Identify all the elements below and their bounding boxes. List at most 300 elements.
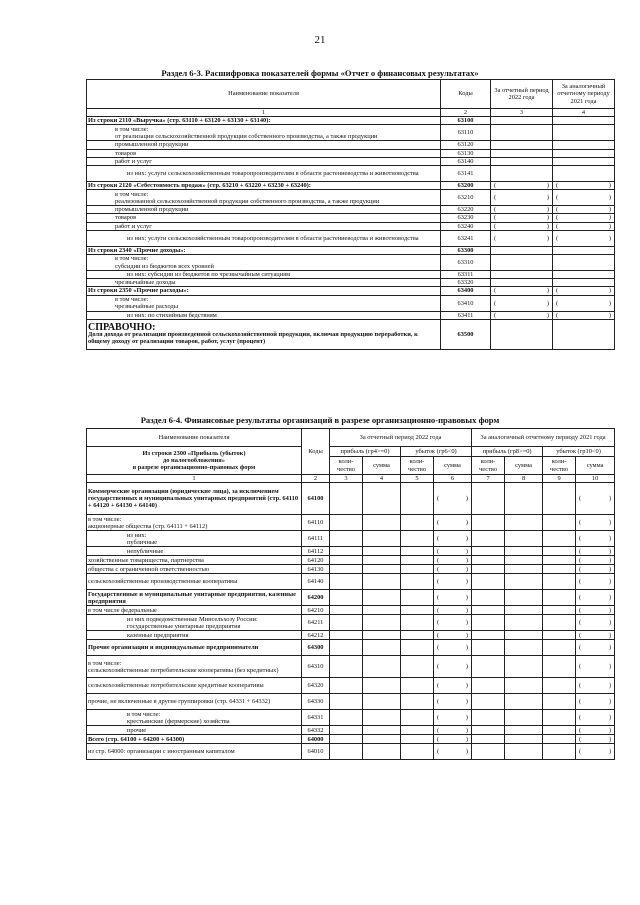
value-cell (553, 214, 615, 222)
row-code: 64120 (302, 556, 330, 565)
value-cell (553, 190, 615, 206)
value-cell (543, 678, 576, 694)
row-label: Прочие организации и индивидуальные предприниматели (87, 640, 302, 656)
value-cell (553, 255, 615, 271)
column-number: 8 (505, 475, 543, 483)
value-cell (543, 735, 576, 744)
row-label: в том числе федеральные (87, 606, 302, 615)
row-label: из них: субсидии из бюджетов по чрезвычайным ситуациям (87, 271, 441, 279)
value-cell (553, 166, 615, 182)
row-label: в том числе: чрезвычайные расходы (87, 295, 441, 311)
value-cell (491, 166, 553, 182)
row-code: 64210 (302, 606, 330, 615)
value-cell (576, 694, 615, 710)
table-row (87, 206, 615, 214)
row-label: товаров (87, 149, 441, 157)
value-cell (543, 483, 576, 515)
row-code: 63311 (441, 271, 491, 279)
value-cell (576, 640, 615, 656)
value-cell (543, 574, 576, 590)
value-cell (505, 726, 543, 735)
value-cell (434, 565, 472, 574)
table-row (87, 656, 615, 678)
table-row (87, 157, 615, 165)
table-row (87, 615, 615, 631)
value-cell (472, 694, 505, 710)
note-text: Доля дохода от реализации произведенной сельскохозяйственной продукции, включая продукцию переработки, к общему доходу от реализации товаров, работ, услуг (процент) (88, 330, 418, 345)
parentheses: ( ) (437, 578, 469, 586)
value-cell (505, 694, 543, 710)
value-cell (401, 531, 434, 547)
row-label: промышленной продукции (87, 141, 441, 149)
header-quantity: коли- чество (330, 457, 363, 475)
value-cell (363, 515, 401, 531)
row-code: 64140 (302, 574, 330, 590)
parentheses: ( ) (579, 594, 612, 602)
value-cell (505, 531, 543, 547)
row-label: из них подведомственные Минсельхозу России: государственные унитарные предприятия (87, 615, 302, 631)
value-cell (472, 565, 505, 574)
row-code: 63310 (441, 255, 491, 271)
parentheses: ( ) (579, 663, 612, 671)
table-row (87, 590, 615, 606)
value-cell (543, 615, 576, 631)
row-label: Из строки 2110 «Выручка» (стр. 63110 + 63120 + 63130 + 63140): (87, 117, 441, 125)
value-cell (472, 531, 505, 547)
value-cell (330, 565, 363, 574)
parentheses: ( ) (437, 735, 469, 743)
value-cell (505, 483, 543, 515)
value-cell (553, 271, 615, 279)
table-row (87, 726, 615, 735)
value-cell (401, 565, 434, 574)
row-label: Коммерческие организации (юридические лица), за исключением государственных и муниципальных унитарных предприятий (стр. 64110 + 64120 + 64130 + 64140) (87, 483, 302, 515)
parentheses: ( ) (437, 565, 469, 573)
parentheses: ( ) (494, 206, 549, 214)
parentheses: ( ) (579, 644, 612, 652)
parentheses: ( ) (579, 606, 612, 614)
value-cell (491, 206, 553, 214)
header-profit-previous: прибыль (гр8>=0) (472, 447, 543, 457)
row-label: работ и услуг (87, 222, 441, 230)
row-label: из них: публичные (87, 531, 302, 547)
value-cell (543, 631, 576, 640)
row-code: 64100 (302, 483, 330, 515)
value-cell (543, 590, 576, 606)
header-quantity: коли- чество (401, 457, 434, 475)
value-cell (491, 230, 553, 246)
parentheses: ( ) (579, 726, 612, 734)
value-cell (505, 640, 543, 656)
row-code: 64200 (302, 590, 330, 606)
table-row (87, 606, 615, 615)
value-cell (434, 640, 472, 656)
table-row (87, 255, 615, 271)
note-row (87, 319, 615, 349)
value-cell (491, 279, 553, 287)
parentheses: ( ) (437, 726, 469, 734)
parentheses: ( ) (579, 565, 612, 573)
value-cell (505, 631, 543, 640)
row-code: 63140 (441, 157, 491, 165)
value-cell (434, 726, 472, 735)
value-cell (330, 615, 363, 631)
row-label: в том числе: акционерные общества (стр. 64111 + 64112) (87, 515, 302, 531)
column-number: 4 (363, 475, 401, 483)
parentheses: ( ) (494, 299, 549, 307)
parentheses: ( ) (579, 547, 612, 555)
parentheses: ( ) (494, 311, 549, 319)
value-cell (491, 157, 553, 165)
parentheses: ( ) (556, 234, 611, 242)
value-cell (363, 615, 401, 631)
column-number: 9 (543, 475, 576, 483)
row-label: в том числе: сельскохозяйственные потребительские кооперативы (без кредитных) (87, 656, 302, 678)
row-code: 63110 (441, 125, 491, 141)
value-cell (505, 547, 543, 556)
value-cell (553, 149, 615, 157)
row-label: прочие (87, 726, 302, 735)
header-sum: сумма (363, 457, 401, 475)
value-cell (491, 255, 553, 271)
value-cell (491, 117, 553, 125)
header-name: Наименование показателя (87, 80, 441, 109)
value-cell (330, 726, 363, 735)
table-row (87, 565, 615, 574)
value-cell (472, 735, 505, 744)
row-code: 63500 (441, 319, 491, 349)
table-row (87, 190, 615, 206)
page-number: 21 (314, 34, 326, 46)
parentheses: ( ) (437, 535, 469, 543)
row-label: товаров (87, 214, 441, 222)
row-label: хозяйственные товарищества, партнерства (87, 556, 302, 565)
table-row (87, 182, 615, 190)
value-cell (472, 726, 505, 735)
value-cell (363, 574, 401, 590)
parentheses: ( ) (556, 287, 611, 295)
row-code: 63320 (441, 279, 491, 287)
value-cell (434, 606, 472, 615)
table-row (87, 631, 615, 640)
value-cell (363, 726, 401, 735)
value-cell (576, 744, 615, 760)
header-codes: Коды (441, 80, 491, 109)
value-cell (491, 287, 553, 295)
value-cell (472, 574, 505, 590)
parentheses: ( ) (579, 495, 612, 503)
value-cell (363, 531, 401, 547)
value-cell (472, 547, 505, 556)
value-cell (543, 726, 576, 735)
value-cell (553, 246, 615, 254)
parentheses: ( ) (494, 287, 549, 295)
value-cell (434, 678, 472, 694)
value-cell (363, 606, 401, 615)
table-row (87, 531, 615, 547)
value-cell (491, 271, 553, 279)
value-cell (576, 515, 615, 531)
value-cell (576, 565, 615, 574)
value-cell (472, 483, 505, 515)
row-label: Из строки 2350 «Прочие расходы»: (87, 287, 441, 295)
row-label: прочие, не включенные в другие группировки (стр. 64331 + 64332) (87, 694, 302, 710)
row-label: казенные предприятия (87, 631, 302, 640)
value-cell (553, 117, 615, 125)
row-label: в том числе: реализованной сельскохозяйственной продукции собственного производства, а также продукции (87, 190, 441, 206)
value-cell (576, 590, 615, 606)
value-cell (543, 515, 576, 531)
value-cell (330, 556, 363, 565)
value-cell (543, 694, 576, 710)
value-cell (491, 295, 553, 311)
parentheses: ( ) (494, 214, 549, 222)
value-cell (363, 694, 401, 710)
column-number: 3 (491, 109, 553, 117)
header-quantity: коли- чество (543, 457, 576, 475)
value-cell (505, 744, 543, 760)
value-cell (472, 744, 505, 760)
value-cell (401, 574, 434, 590)
row-code: 64010 (302, 744, 330, 760)
table-row (87, 678, 615, 694)
row-label: Всего (стр. 64100 + 64200 + 64300) (87, 735, 302, 744)
row-code: 64000 (302, 735, 330, 744)
value-cell (505, 556, 543, 565)
value-cell (330, 631, 363, 640)
value-cell (330, 710, 363, 726)
table-row (87, 574, 615, 590)
row-code: 64310 (302, 656, 330, 678)
value-cell (553, 206, 615, 214)
table-row (87, 295, 615, 311)
row-code: 63120 (441, 141, 491, 149)
table-row (87, 640, 615, 656)
parentheses: ( ) (437, 682, 469, 690)
row-code: 64332 (302, 726, 330, 735)
value-cell (330, 744, 363, 760)
value-cell (401, 735, 434, 744)
column-number: 2 (302, 475, 330, 483)
parentheses: ( ) (494, 222, 549, 230)
row-code: 63230 (441, 214, 491, 222)
value-cell (401, 631, 434, 640)
value-cell (401, 606, 434, 615)
value-cell (363, 640, 401, 656)
value-cell (491, 319, 553, 349)
header-previous-period: За аналогичный отчетному периоду 2021 года (553, 80, 615, 109)
table-row (87, 483, 615, 515)
value-cell (553, 125, 615, 141)
column-number: 4 (553, 109, 615, 117)
value-cell (491, 125, 553, 141)
value-cell (330, 694, 363, 710)
row-label: Государственные и муниципальные унитарные предприятия, казенные предприятия (87, 590, 302, 606)
table-6-4 (86, 428, 615, 760)
parentheses: ( ) (579, 714, 612, 722)
value-cell (472, 515, 505, 531)
table-row (87, 246, 615, 254)
value-cell (330, 678, 363, 694)
value-cell (576, 615, 615, 631)
table-row (87, 117, 615, 125)
row-label: из стр. 64000: организации с иностранным капиталом (87, 744, 302, 760)
value-cell (576, 574, 615, 590)
value-cell (472, 678, 505, 694)
value-cell (472, 631, 505, 640)
value-cell (491, 182, 553, 190)
table-row (87, 694, 615, 710)
value-cell (401, 515, 434, 531)
table-row (87, 230, 615, 246)
value-cell (330, 590, 363, 606)
row-code: 63410 (441, 295, 491, 311)
row-code: 64320 (302, 678, 330, 694)
row-label: Из строки 2120 «Себестоимость продаж» (стр. 63210 + 63220 + 63230 + 63240): (87, 182, 441, 190)
value-cell (401, 726, 434, 735)
table-row (87, 166, 615, 182)
value-cell (363, 735, 401, 744)
value-cell (472, 615, 505, 631)
value-cell (553, 319, 615, 349)
value-cell (330, 606, 363, 615)
value-cell (363, 656, 401, 678)
value-cell (401, 710, 434, 726)
parentheses: ( ) (556, 214, 611, 222)
parentheses: ( ) (556, 182, 611, 190)
value-cell (330, 483, 363, 515)
row-label: чрезвычайные доходы (87, 279, 441, 287)
value-cell (434, 656, 472, 678)
row-code: 64330 (302, 694, 330, 710)
value-cell (363, 483, 401, 515)
parentheses: ( ) (556, 299, 611, 307)
table-row (87, 515, 615, 531)
section-6-4-title: Раздел 6-4. Финансовые результаты организаций в разрезе организационно-правовых форм (140, 415, 500, 425)
header-sum: сумма (576, 457, 615, 475)
note-title: СПРАВОЧНО: (88, 321, 156, 333)
table-row (87, 271, 615, 279)
parentheses: ( ) (494, 194, 549, 202)
column-number: 6 (434, 475, 472, 483)
row-code: 63241 (441, 230, 491, 246)
parentheses: ( ) (494, 182, 549, 190)
value-cell (472, 656, 505, 678)
header-loss-current: убыток (гр6<0) (401, 447, 472, 457)
row-label: в том числе: крестьянские (фермерские) хозяйства (87, 710, 302, 726)
value-cell (553, 279, 615, 287)
table-row (87, 311, 615, 319)
value-cell (543, 710, 576, 726)
table-row (87, 125, 615, 141)
value-cell (401, 615, 434, 631)
value-cell (553, 311, 615, 319)
row-code: 63141 (441, 166, 491, 182)
header-current-period: За отчетный период 2022 года (330, 429, 472, 447)
value-cell (363, 556, 401, 565)
value-cell (472, 590, 505, 606)
value-cell (576, 710, 615, 726)
value-cell (576, 735, 615, 744)
column-number: 3 (330, 475, 363, 483)
row-code: 63411 (441, 311, 491, 319)
parentheses: ( ) (579, 631, 612, 639)
parentheses: ( ) (579, 735, 612, 743)
parentheses: ( ) (437, 663, 469, 671)
value-cell (491, 214, 553, 222)
value-cell (401, 556, 434, 565)
value-cell (434, 735, 472, 744)
parentheses: ( ) (437, 748, 469, 756)
value-cell (543, 556, 576, 565)
value-cell (363, 590, 401, 606)
value-cell (363, 744, 401, 760)
row-code: 63130 (441, 149, 491, 157)
row-label: из них: услуги сельскохозяйственным товаропроизводителям в области растениеводства и животноводства (87, 166, 441, 182)
value-cell (491, 246, 553, 254)
parentheses: ( ) (579, 578, 612, 586)
header-codes: Коды (302, 429, 330, 475)
header-current-period: За отчетный период 2022 года (491, 80, 553, 109)
header-name: Наименование показателя (87, 429, 302, 447)
column-number: 2 (441, 109, 491, 117)
parentheses: ( ) (437, 619, 469, 627)
parentheses: ( ) (579, 748, 612, 756)
parentheses: ( ) (579, 619, 612, 627)
parentheses: ( ) (437, 631, 469, 639)
row-code: 64130 (302, 565, 330, 574)
value-cell (543, 531, 576, 547)
value-cell (505, 565, 543, 574)
header-sum: сумма (434, 457, 472, 475)
value-cell (576, 656, 615, 678)
value-cell (434, 556, 472, 565)
parentheses: ( ) (556, 206, 611, 214)
table-6-3 (86, 79, 615, 350)
row-label: сельскохозяйственные потребительские кредитные кооперативы (87, 678, 302, 694)
note-cell (87, 319, 441, 349)
value-cell (330, 656, 363, 678)
parentheses: ( ) (437, 547, 469, 555)
value-cell (491, 222, 553, 230)
row-label: в том числе: от реализации сельскохозяйственной продукции собственного производства, а также продукции (87, 125, 441, 141)
row-code: 63300 (441, 246, 491, 254)
header-sum: сумма (505, 457, 543, 475)
value-cell (434, 483, 472, 515)
parentheses: ( ) (579, 682, 612, 690)
value-cell (553, 157, 615, 165)
value-cell (491, 190, 553, 206)
value-cell (491, 141, 553, 149)
table-row (87, 287, 615, 295)
header-previous-period: За аналогичный отчетному периоду 2021 года (472, 429, 615, 447)
value-cell (543, 606, 576, 615)
row-code: 64110 (302, 515, 330, 531)
value-cell (505, 678, 543, 694)
parentheses: ( ) (437, 556, 469, 564)
value-cell (505, 710, 543, 726)
value-cell (363, 678, 401, 694)
row-code: 63400 (441, 287, 491, 295)
column-number: 1 (87, 475, 302, 483)
value-cell (543, 547, 576, 556)
value-cell (543, 656, 576, 678)
parentheses: ( ) (437, 495, 469, 503)
row-code: 63220 (441, 206, 491, 214)
parentheses: ( ) (556, 194, 611, 202)
value-cell (576, 547, 615, 556)
column-number: 5 (401, 475, 434, 483)
